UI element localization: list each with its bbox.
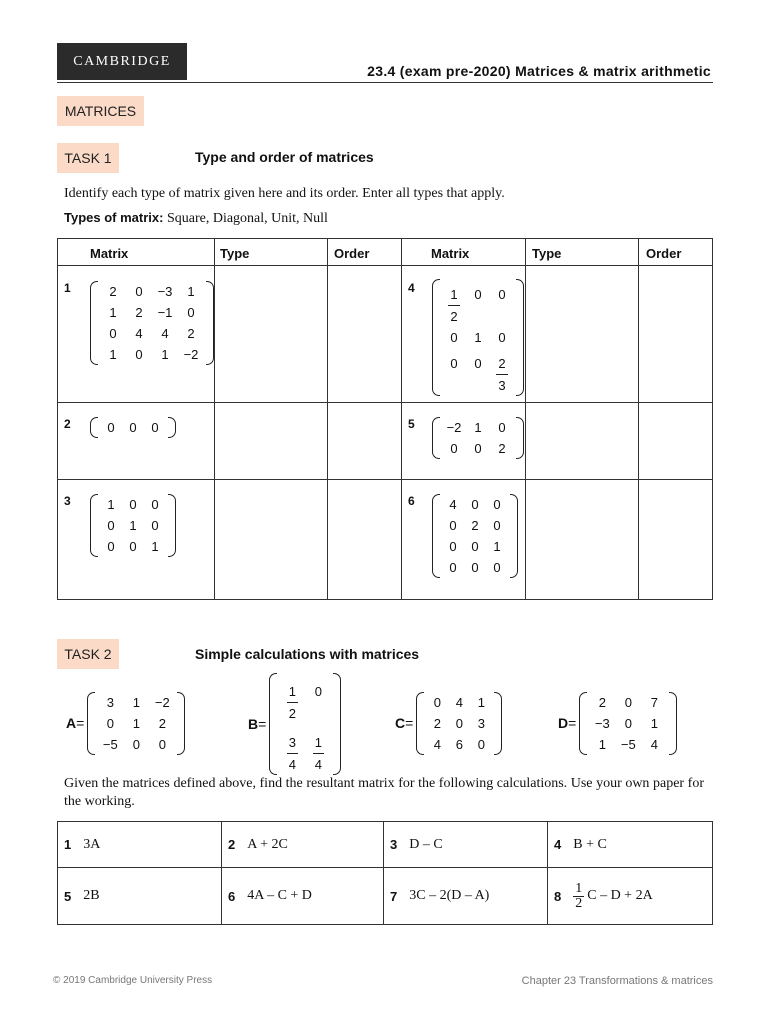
calc-7[interactable]: 7 3C – 2(D – A) (390, 888, 490, 904)
matrix-A: A = 3 1 −2 0 1 2 −5 0 0 (66, 690, 185, 756)
types-of-matrix (64, 210, 328, 227)
matrix-4: $\frac{1}{2}$ 0 0 0 1 0 0 0 $\frac{2}{3}$ (432, 279, 524, 396)
matrix-number-5: 5 (408, 417, 415, 431)
types-label: Types of matrix: (64, 210, 164, 225)
task1-table (57, 238, 713, 600)
matrix-C: C = 0 4 1 2 0 3 4 6 0 (395, 690, 502, 756)
matrix-6: 4 0 0 0 2 0 0 0 1 0 0 0 (432, 494, 518, 578)
cambridge-logo: CAMBRIDGE (57, 43, 187, 80)
header-order-right: Order (646, 246, 682, 261)
matrix-D: D = 2 0 7 −3 0 1 1 −5 4 (558, 690, 677, 756)
footer-chapter: Chapter 23 Transformations & matrices (521, 975, 713, 987)
footer-copyright: © 2019 Cambridge University Press (53, 975, 213, 986)
calc-2[interactable]: 2 A + 2C (228, 836, 288, 852)
header-type-left: Type (220, 246, 250, 261)
answer-type-1[interactable] (215, 266, 327, 402)
answer-order-1[interactable] (328, 266, 401, 402)
matrix-number-3: 3 (64, 494, 71, 508)
answer-order-4[interactable] (639, 266, 712, 402)
header-divider (57, 82, 713, 83)
types-value: Square, Diagonal, Unit, Null (163, 211, 328, 226)
task1-instruction: Identify each type of matrix given here and its order. Enter all types that apply. (64, 186, 505, 201)
matrix-1: 2 0 −3 1 1 2 −1 0 0 4 4 2 1 0 1 −2 (90, 281, 214, 365)
matrix-5: −2 1 0 0 0 2 (432, 417, 524, 459)
matrix-2: 0 0 0 (90, 417, 176, 438)
task2-tag: TASK 2 (57, 639, 119, 669)
calc-1[interactable]: 1 3A (64, 836, 101, 852)
matrix-number-4: 4 (408, 281, 415, 295)
header-type-right: Type (532, 246, 562, 261)
task2-table (57, 821, 713, 925)
calc-8[interactable]: 8 $\frac{1}{2}$ C – D + 2A (554, 880, 653, 911)
header-matrix-right: Matrix (431, 246, 470, 261)
answer-type-4[interactable] (526, 266, 638, 402)
worksheet-title: 23.4 (exam pre-2020) Matrices & matrix arithmetic (367, 63, 711, 79)
matrix-number-1: 1 (64, 281, 71, 295)
task1-title: Type and order of matrices (195, 149, 374, 165)
matrix-number-6: 6 (408, 494, 415, 508)
calc-3[interactable]: 3 D – C (390, 836, 443, 852)
task2-instruction: Given the matrices defined above, find the resultant matrix for the following calculations. Use your own paper for the working. (64, 776, 704, 809)
calc-4[interactable]: 4 B + C (554, 836, 607, 852)
matrix-3: 1 0 0 0 1 0 0 0 1 (90, 494, 176, 557)
task1-tag: TASK 1 (57, 143, 119, 173)
header-matrix-left: Matrix (90, 246, 129, 261)
calc-6[interactable]: 6 4A – C + D (228, 888, 312, 904)
header-order-left: Order (334, 246, 370, 261)
calc-5[interactable]: 5 2B (64, 888, 100, 904)
matrix-B: B = $\frac{1}{2}$ 0 $\frac{3}{4}$ $\frac{1}{4}$ (248, 684, 341, 764)
section-tag: MATRICES (57, 96, 144, 126)
matrix-number-2: 2 (64, 417, 71, 431)
task2-title: Simple calculations with matrices (195, 646, 420, 662)
